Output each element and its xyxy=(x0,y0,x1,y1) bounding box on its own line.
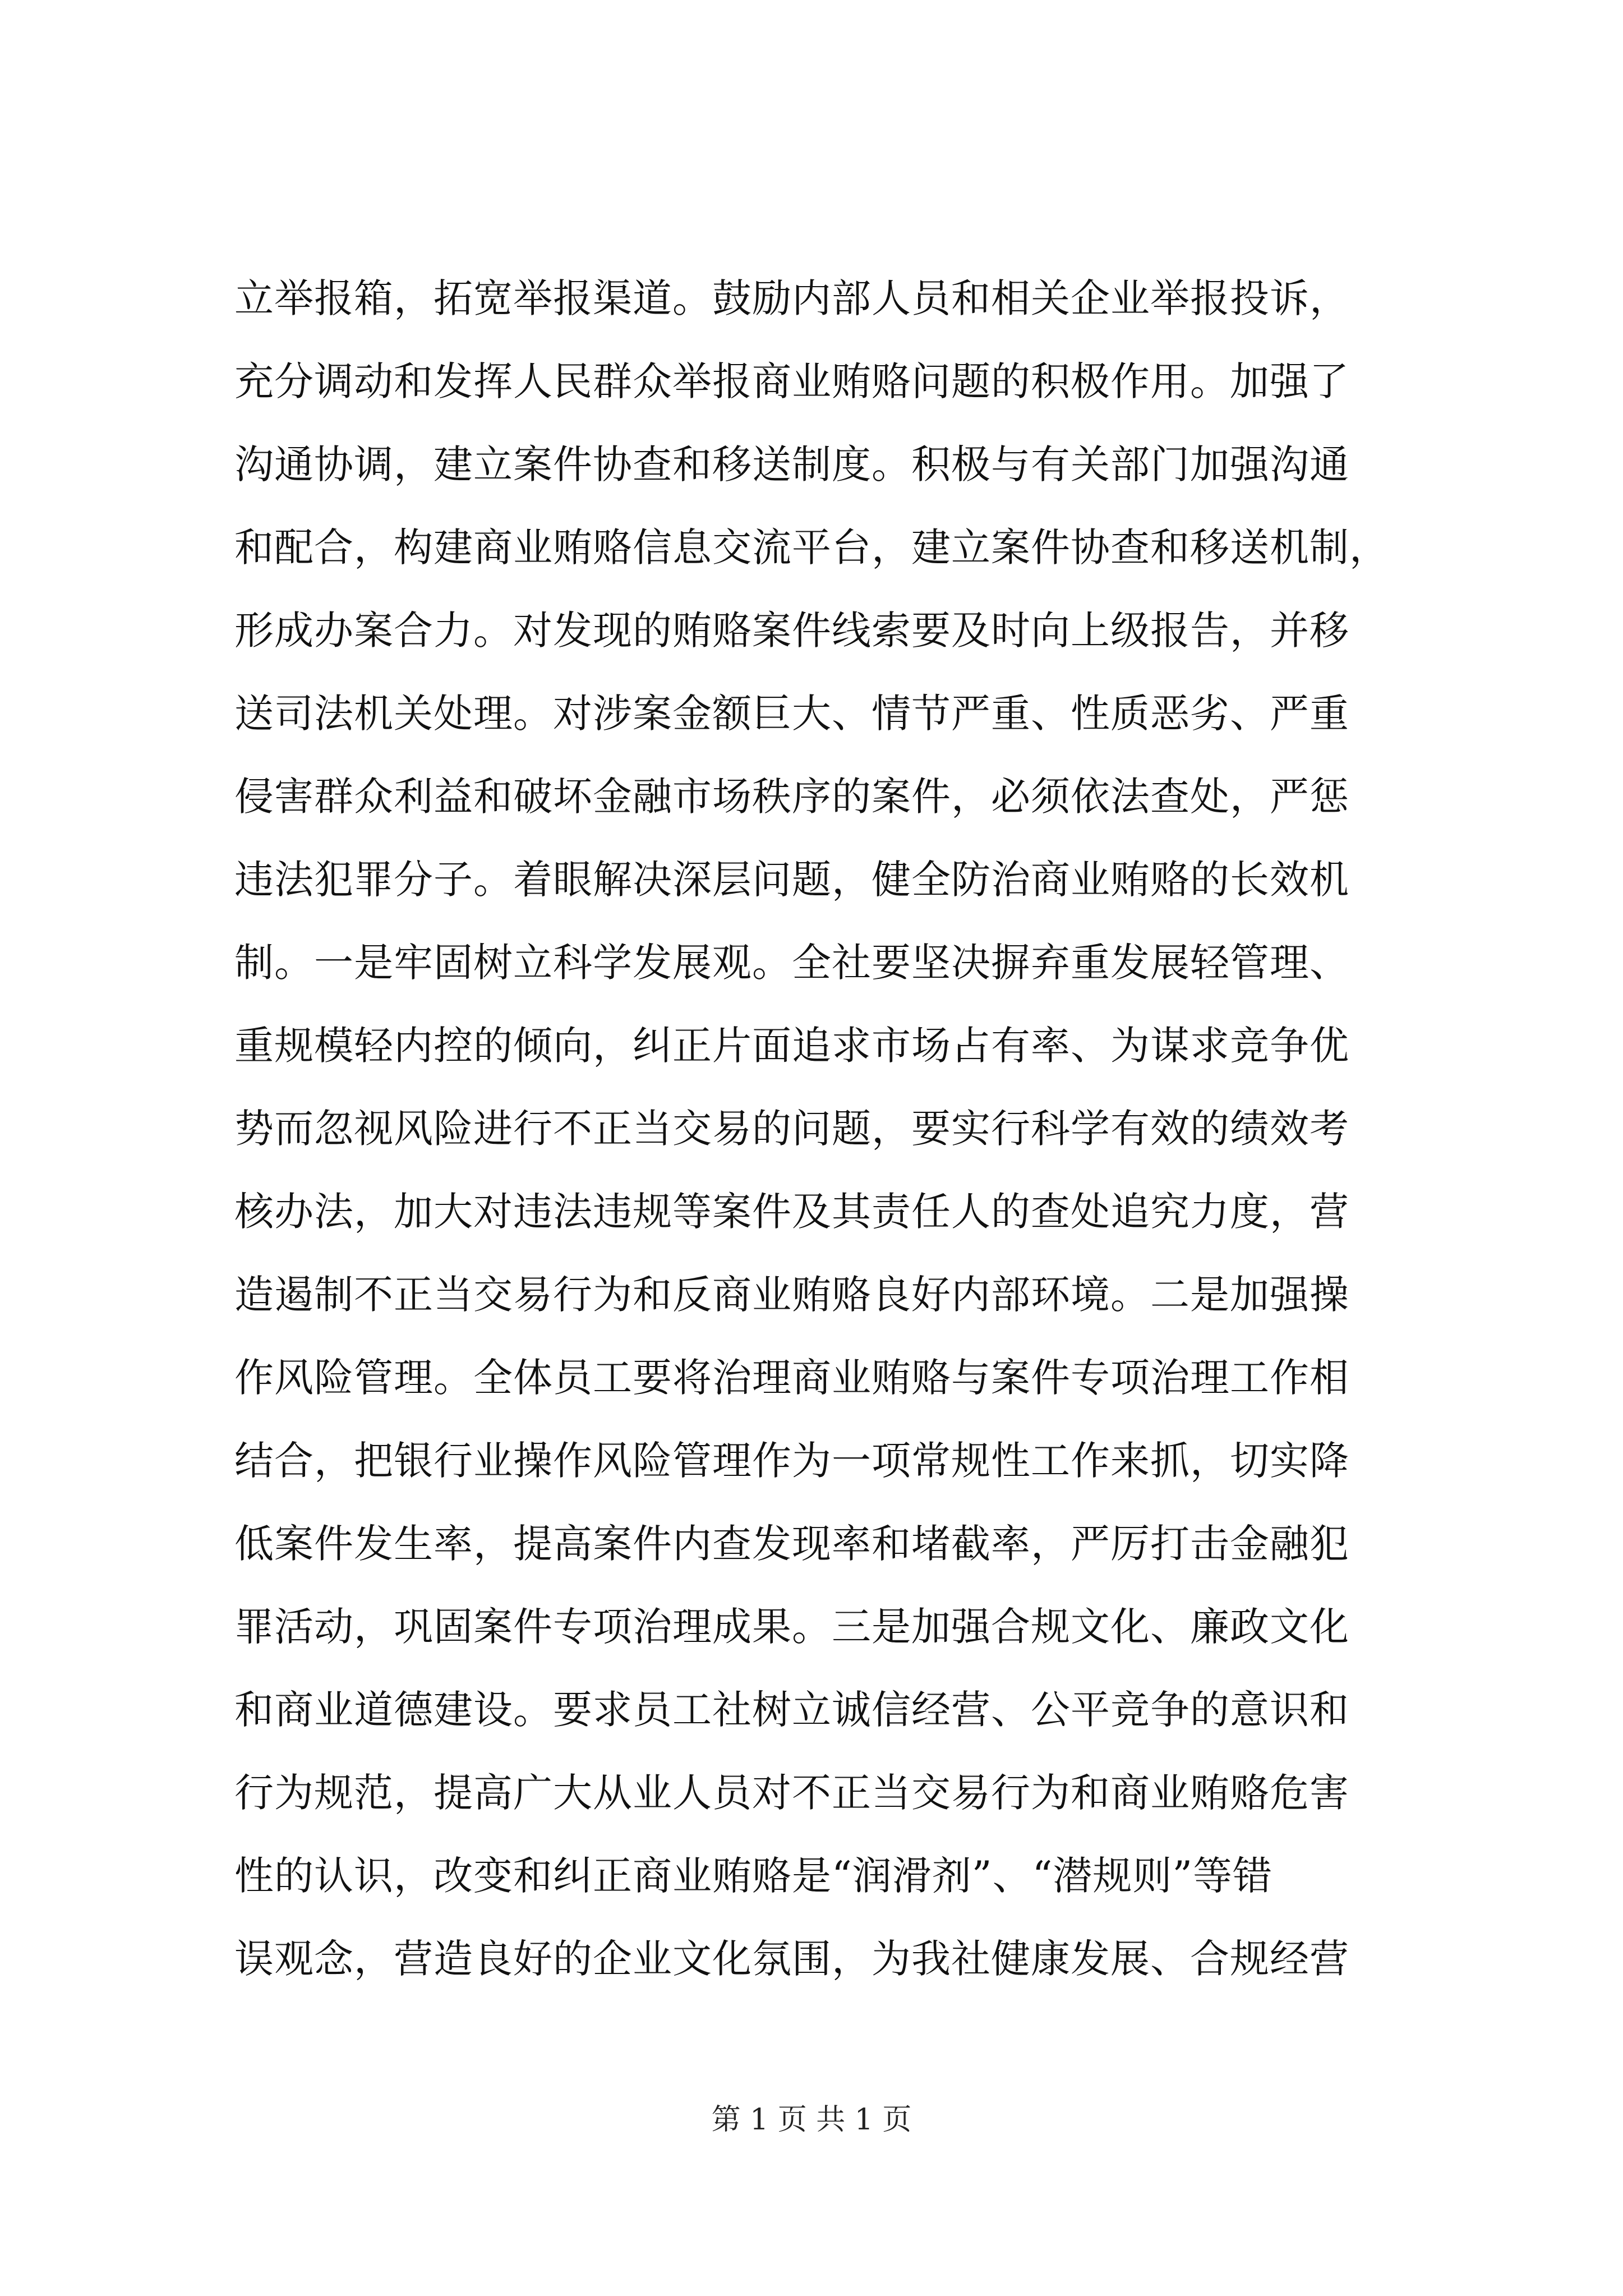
text-line: 性的认识，改变和纠正商业贿赂是“润滑剂”、“潜规则”等错 xyxy=(234,1853,1273,1899)
text-line: 充分调动和发挥人民群众举报商业贿赂问题的积极作用。加强了 xyxy=(234,358,1349,404)
text-line: 核办法，加大对违法违规等案件及其责任人的查处追究力度，营 xyxy=(234,1189,1349,1235)
text-line: 和配合，构建商业贿赂信息交流平台，建立案件协查和移送机制， xyxy=(234,524,1389,570)
text-line: 造遏制不正当交易行为和反商业贿赂良好内部环境。二是加强操 xyxy=(234,1272,1349,1318)
text-line: 侵害群众利益和破坏金融市场秩序的案件，必须依法查处，严惩 xyxy=(234,774,1349,820)
text-line: 立举报箱，拓宽举报渠道。鼓励内部人员和相关企业举报投诉， xyxy=(234,275,1349,321)
page-number-label: 第 1 页 共 1 页 xyxy=(711,2103,912,2137)
page-footer xyxy=(0,2100,1623,2139)
text-line: 制。一是牢固树立科学发展观。全社要坚决摒弃重发展轻管理、 xyxy=(234,940,1349,986)
text-line: 低案件发生率，提高案件内查发现率和堵截率，严厉打击金融犯 xyxy=(234,1521,1349,1567)
text-line: 沟通协调，建立案件协查和移送制度。积极与有关部门加强沟通 xyxy=(234,441,1349,487)
text-line: 结合，把银行业操作风险管理作为一项常规性工作来抓，切实降 xyxy=(234,1438,1349,1484)
text-line: 行为规范，提高广大从业人员对不正当交易行为和商业贿赂危害 xyxy=(234,1770,1349,1816)
text-line: 形成办案合力。对发现的贿赂案件线索要及时向上级报告，并移 xyxy=(234,608,1349,654)
text-line: 违法犯罪分子。着眼解决深层问题，健全防治商业贿赂的长效机 xyxy=(234,857,1349,903)
text-line: 和商业道德建设。要求员工社树立诚信经营、公平竞争的意识和 xyxy=(234,1687,1349,1733)
text-line: 势而忽视风险进行不正当交易的问题，要实行科学有效的绩效考 xyxy=(234,1106,1349,1152)
body-text xyxy=(234,257,1468,2000)
text-line: 误观念，营造良好的企业文化氛围，为我社健康发展、合规经营 xyxy=(234,1936,1349,1982)
text-line: 作风险管理。全体员工要将治理商业贿赂与案件专项治理工作相 xyxy=(234,1355,1349,1401)
text-line: 重规模轻内控的倾向，纠正片面追求市场占有率、为谋求竞争优 xyxy=(234,1023,1349,1069)
text-line: 送司法机关处理。对涉案金额巨大、情节严重、性质恶劣、严重 xyxy=(234,691,1349,737)
text-line: 罪活动，巩固案件专项治理成果。三是加强合规文化、廉政文化 xyxy=(234,1604,1349,1650)
